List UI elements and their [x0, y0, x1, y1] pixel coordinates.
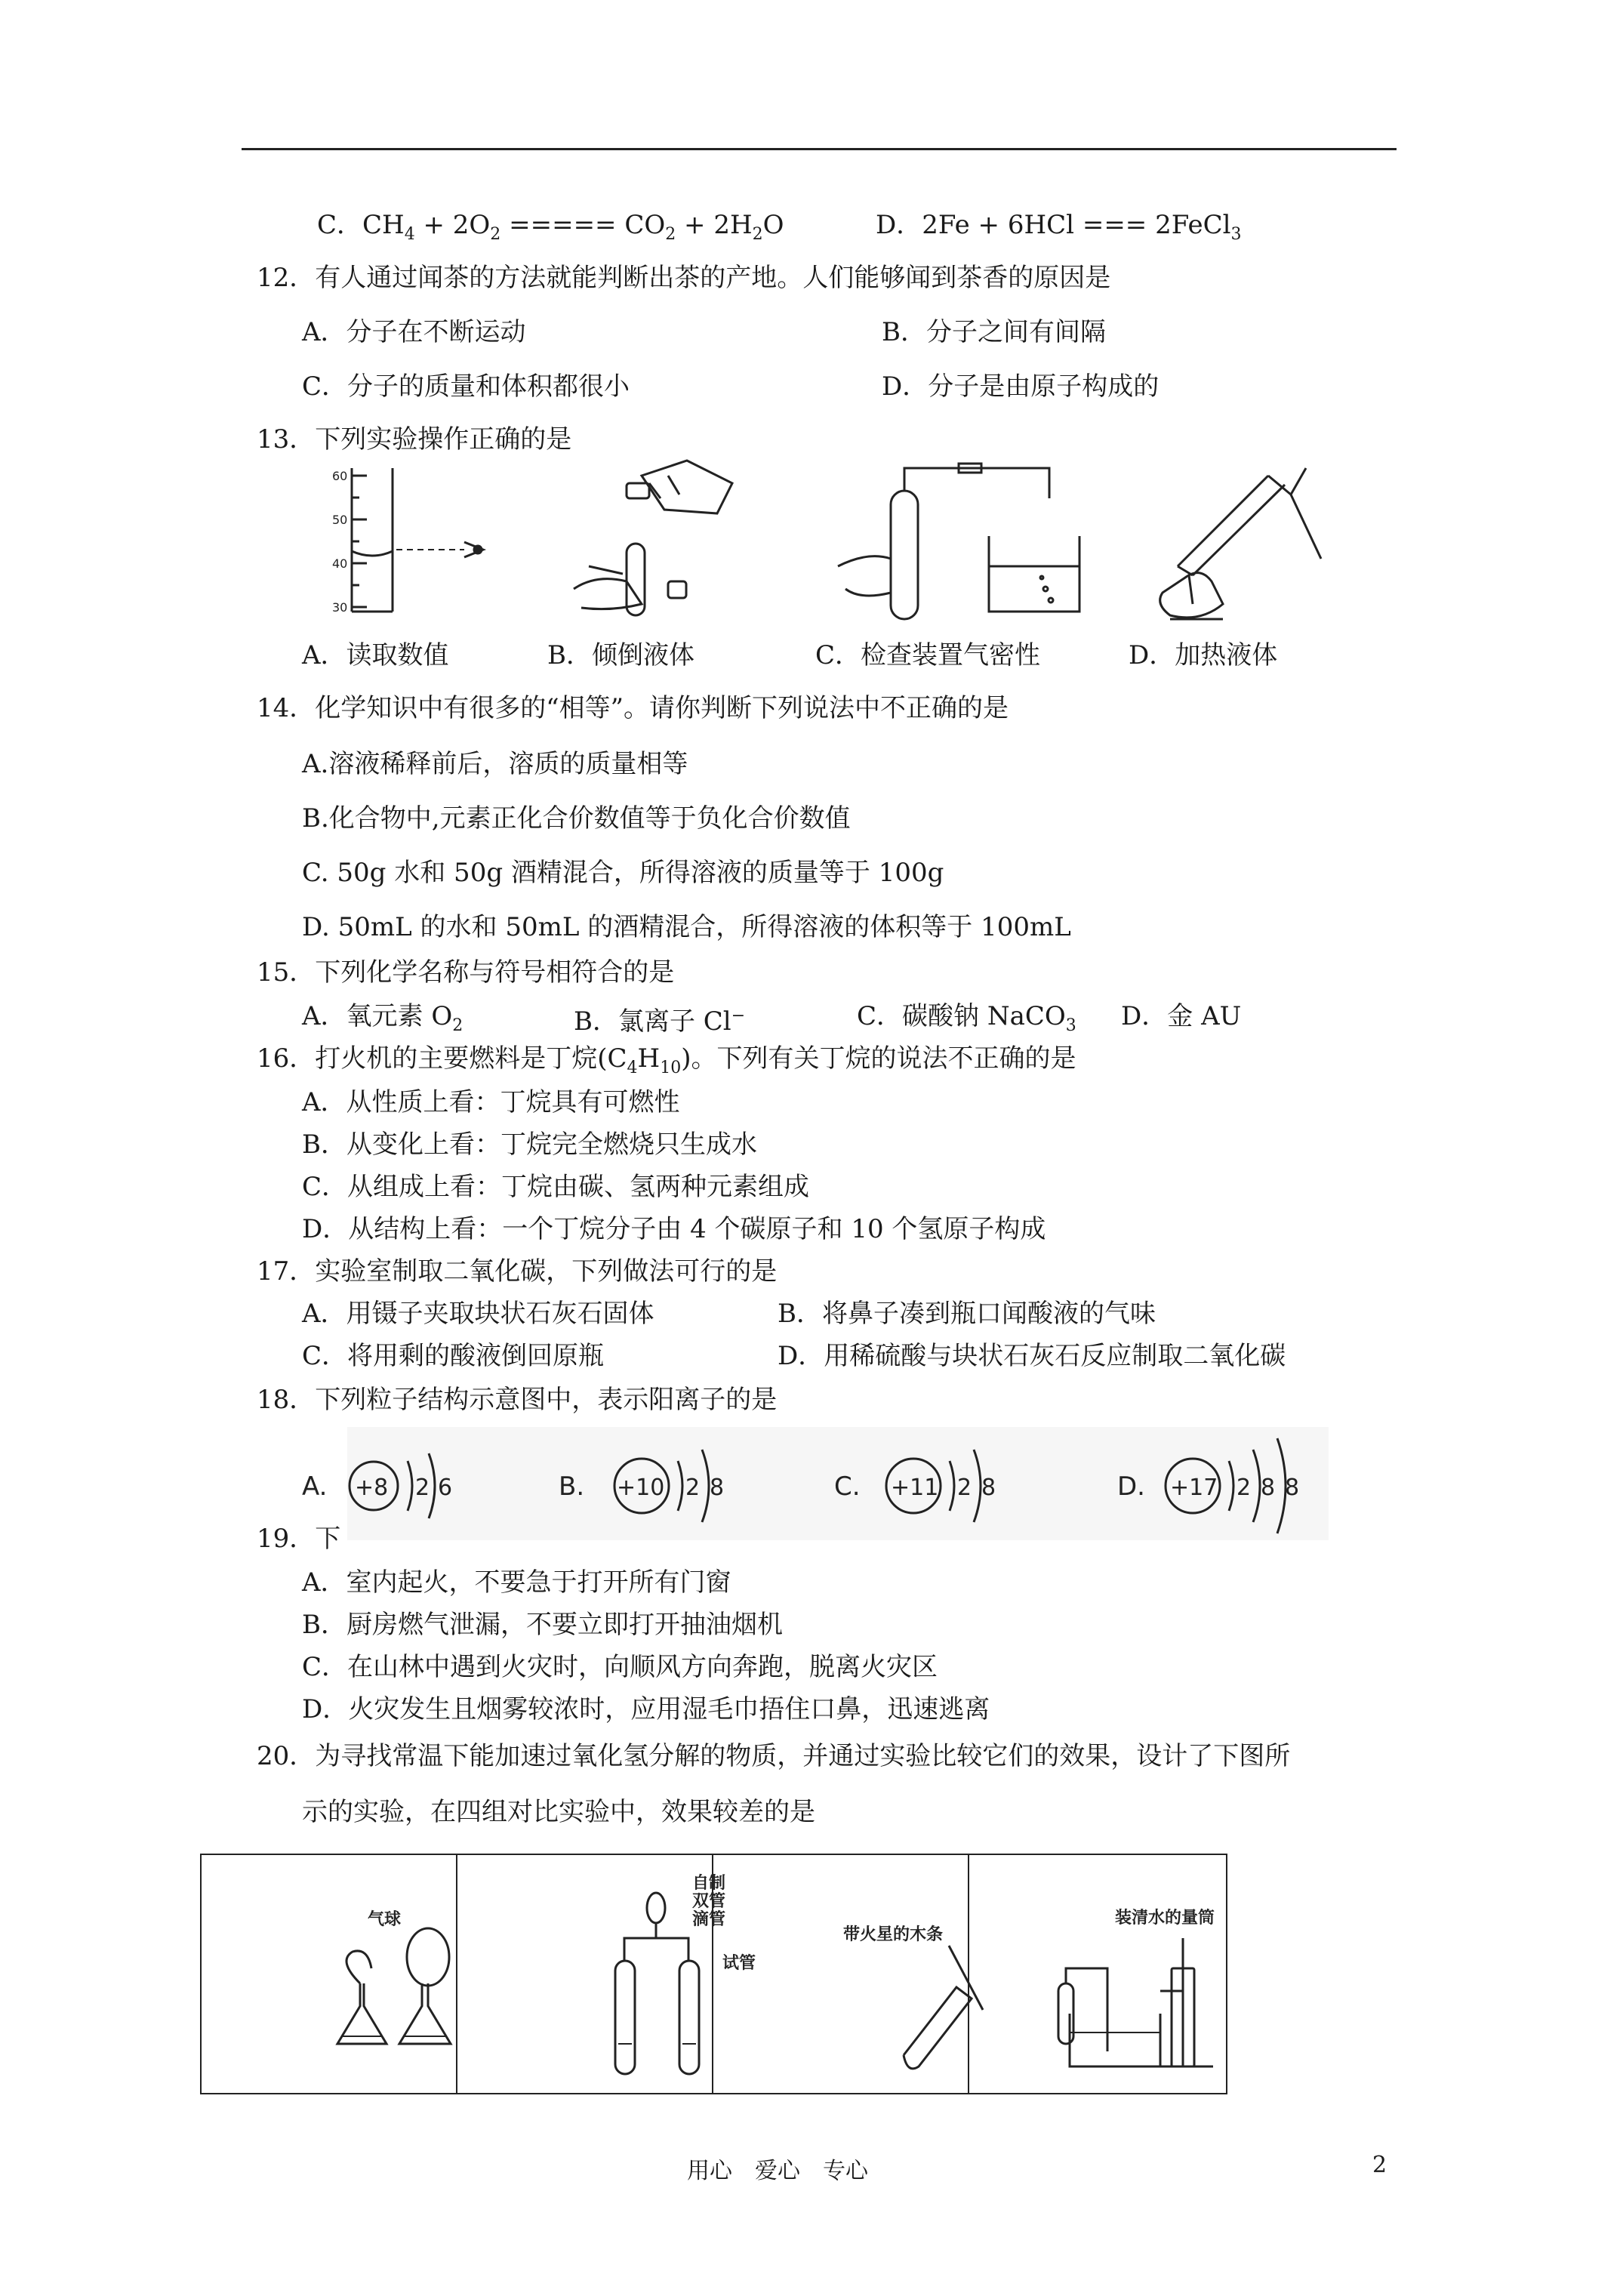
q15-stem: 15．下列化学名称与符号相符合的是 [257, 957, 675, 988]
label-dropper-3: 滴管 [692, 1910, 726, 1929]
q11-option-c: C．$CH_4 + 2O_2$ ===== $CO_2 + 2H_2O$ [317, 210, 784, 244]
q17-option-d: D．用稀硫酸与块状石灰石反应制取二氧化碳 [778, 1341, 1286, 1371]
q16-option-d: D．从结构上看：一个丁烷分子由 4 个碳原子和 10 个氢原子构成 [302, 1214, 1046, 1244]
q15-option-d: D．金 AU [1121, 1001, 1242, 1031]
q14-stem: 14．化学知识中有很多的“相等”。请你判断下列说法中不正确的是 [257, 693, 1009, 723]
q18-nucleus-d: +17 [1170, 1475, 1218, 1501]
q20-stem-line2: 示的实验，在四组对比实验中，效果较差的是 [302, 1797, 815, 1827]
figure-test-tube-splint [904, 1946, 983, 2069]
label-water-cylinder: 装清水的量筒 [1115, 1909, 1215, 1928]
q19-option-d: D．火灾发生且烟雾较浓时，应用湿毛巾捂住口鼻，迅速逃离 [302, 1694, 990, 1724]
q12-stem: 12．有人通过闻茶的方法就能判断出茶的产地。人们能够闻到茶香的原因是 [257, 263, 1111, 293]
q18-label-c: C. [834, 1472, 861, 1502]
q15-option-a: A．氧元素 $O_2$ [302, 1001, 463, 1035]
figure-reading-cylinder [352, 468, 483, 612]
page-number: 2 [1372, 2152, 1387, 2178]
figure-flasks-balloons [337, 1928, 451, 2044]
q18-stem: 18．下列粒子结构示意图中，表示阳离子的是 [257, 1385, 778, 1415]
q13-option-d: D．加热液体 [1129, 640, 1278, 670]
figure-double-dropper [615, 1893, 699, 2074]
q13-option-c: C．检查装置气密性 [815, 640, 1041, 670]
q18-shell-b-2: 8 [710, 1475, 725, 1501]
q13-stem: 13．下列实验操作正确的是 [257, 424, 572, 455]
figure-airtightness-check [838, 464, 1079, 619]
q19-option-c: C．在山林中遇到火灾时，向顺风方向奔跑，脱离火灾区 [302, 1652, 938, 1682]
q18-atom-diagrams [294, 1427, 1351, 1540]
q18-shell-a-1: 2 [415, 1475, 430, 1501]
q14-option-c: C. 50g 水和 50g 酒精混合，所得溶液的质量等于 100g [302, 858, 944, 888]
q18-shell-c-2: 8 [981, 1475, 996, 1501]
q20-experiment-table [200, 1854, 1227, 2094]
q20-experiment-figures [202, 1855, 1226, 2093]
q15-option-c: C．碳酸钠 NaCO$_3$ [857, 1001, 1076, 1035]
figure-water-cylinder [1058, 1938, 1213, 2066]
label-dropper-1: 自制 [692, 1874, 726, 1893]
footer-motto: 用心 爱心 专心 [687, 2158, 868, 2184]
q16-option-c: C．从组成上看：丁烷由碳、氢两种元素组成 [302, 1172, 810, 1202]
q18-nucleus-b: +10 [617, 1475, 665, 1501]
q18-nucleus-c: +11 [891, 1475, 939, 1501]
q11-option-d: D．2Fe + 6HCl === 2FeCl$_3$ [876, 210, 1242, 244]
q18-label-d: D. [1117, 1472, 1145, 1502]
label-splint: 带火星的木条 [843, 1925, 944, 1944]
figure-heating-liquid [1160, 468, 1321, 619]
label-balloon: 气球 [368, 1910, 402, 1929]
label-dropper-2: 双管 [692, 1892, 726, 1911]
q18-shell-d-2: 8 [1261, 1475, 1276, 1501]
q17-option-a: A．用镊子夹取块状石灰石固体 [302, 1299, 654, 1329]
figure-pouring-liquid [574, 461, 732, 615]
q12-option-d: D．分子是由原子构成的 [882, 371, 1160, 402]
q18-nucleus-a: +8 [355, 1475, 389, 1501]
label-test-tube: 试管 [722, 1954, 756, 1973]
q16-stem: 16．打火机的主要燃料是丁烷$(C_4H_{10})$。下列有关丁烷的说法不正确的是 [257, 1043, 1076, 1077]
q18-shell-d-3: 8 [1285, 1475, 1300, 1501]
q18-shell-b-1: 2 [685, 1475, 701, 1501]
q13-option-b: B．倾倒液体 [547, 640, 694, 670]
cylinder-tick-50: 50 [332, 513, 348, 527]
q17-stem: 17．实验室制取二氧化碳，下列做法可行的是 [257, 1256, 778, 1287]
q15-option-b: B．氯离子 Cl− [574, 1006, 746, 1037]
q18-shell-a-2: 6 [438, 1475, 453, 1501]
q13-option-a: A．读取数值 [302, 640, 449, 670]
q17-option-c: C．将用剩的酸液倒回原瓶 [302, 1341, 605, 1371]
q14-option-a: A.溶液稀释前后，溶质的质量相等 [302, 749, 688, 779]
q17-option-b: B．将鼻子凑到瓶口闻酸液的气味 [778, 1299, 1156, 1329]
q18-label-a: A. [302, 1472, 328, 1502]
header-rule [242, 148, 1397, 150]
q18-shell-c-1: 2 [957, 1475, 972, 1501]
q12-option-c: C．分子的质量和体积都很小 [302, 371, 630, 402]
cylinder-tick-60: 60 [332, 469, 348, 483]
q20-stem-line1: 20．为寻找常温下能加速过氧化氢分解的物质，并通过实验比较它们的效果，设计了下图所 [257, 1741, 1291, 1771]
q18-label-b: B. [559, 1472, 585, 1502]
q14-option-d: D. 50mL 的水和 50mL 的酒精混合，所得溶液的体积等于 100mL [302, 912, 1071, 942]
q18-shell-d-1: 2 [1236, 1475, 1252, 1501]
q19-option-a: A．室内起火，不要急于打开所有门窗 [302, 1567, 731, 1598]
q12-option-a: A．分子在不断运动 [302, 317, 526, 347]
q19-stem: 19．下 [257, 1524, 341, 1554]
q19-option-b: B．厨房燃气泄漏，不要立即打开抽油烟机 [302, 1610, 783, 1640]
q12-option-b: B．分子之间有间隔 [882, 317, 1106, 347]
q16-option-a: A．从性质上看：丁烷具有可燃性 [302, 1087, 680, 1117]
q14-option-b: B.化合物中,元素正化合价数值等于负化合价数值 [302, 803, 851, 834]
q16-option-b: B．从变化上看：丁烷完全燃烧只生成水 [302, 1130, 757, 1160]
cylinder-tick-40: 40 [332, 556, 348, 571]
q13-figures [325, 453, 1366, 627]
cylinder-tick-30: 30 [332, 600, 348, 615]
